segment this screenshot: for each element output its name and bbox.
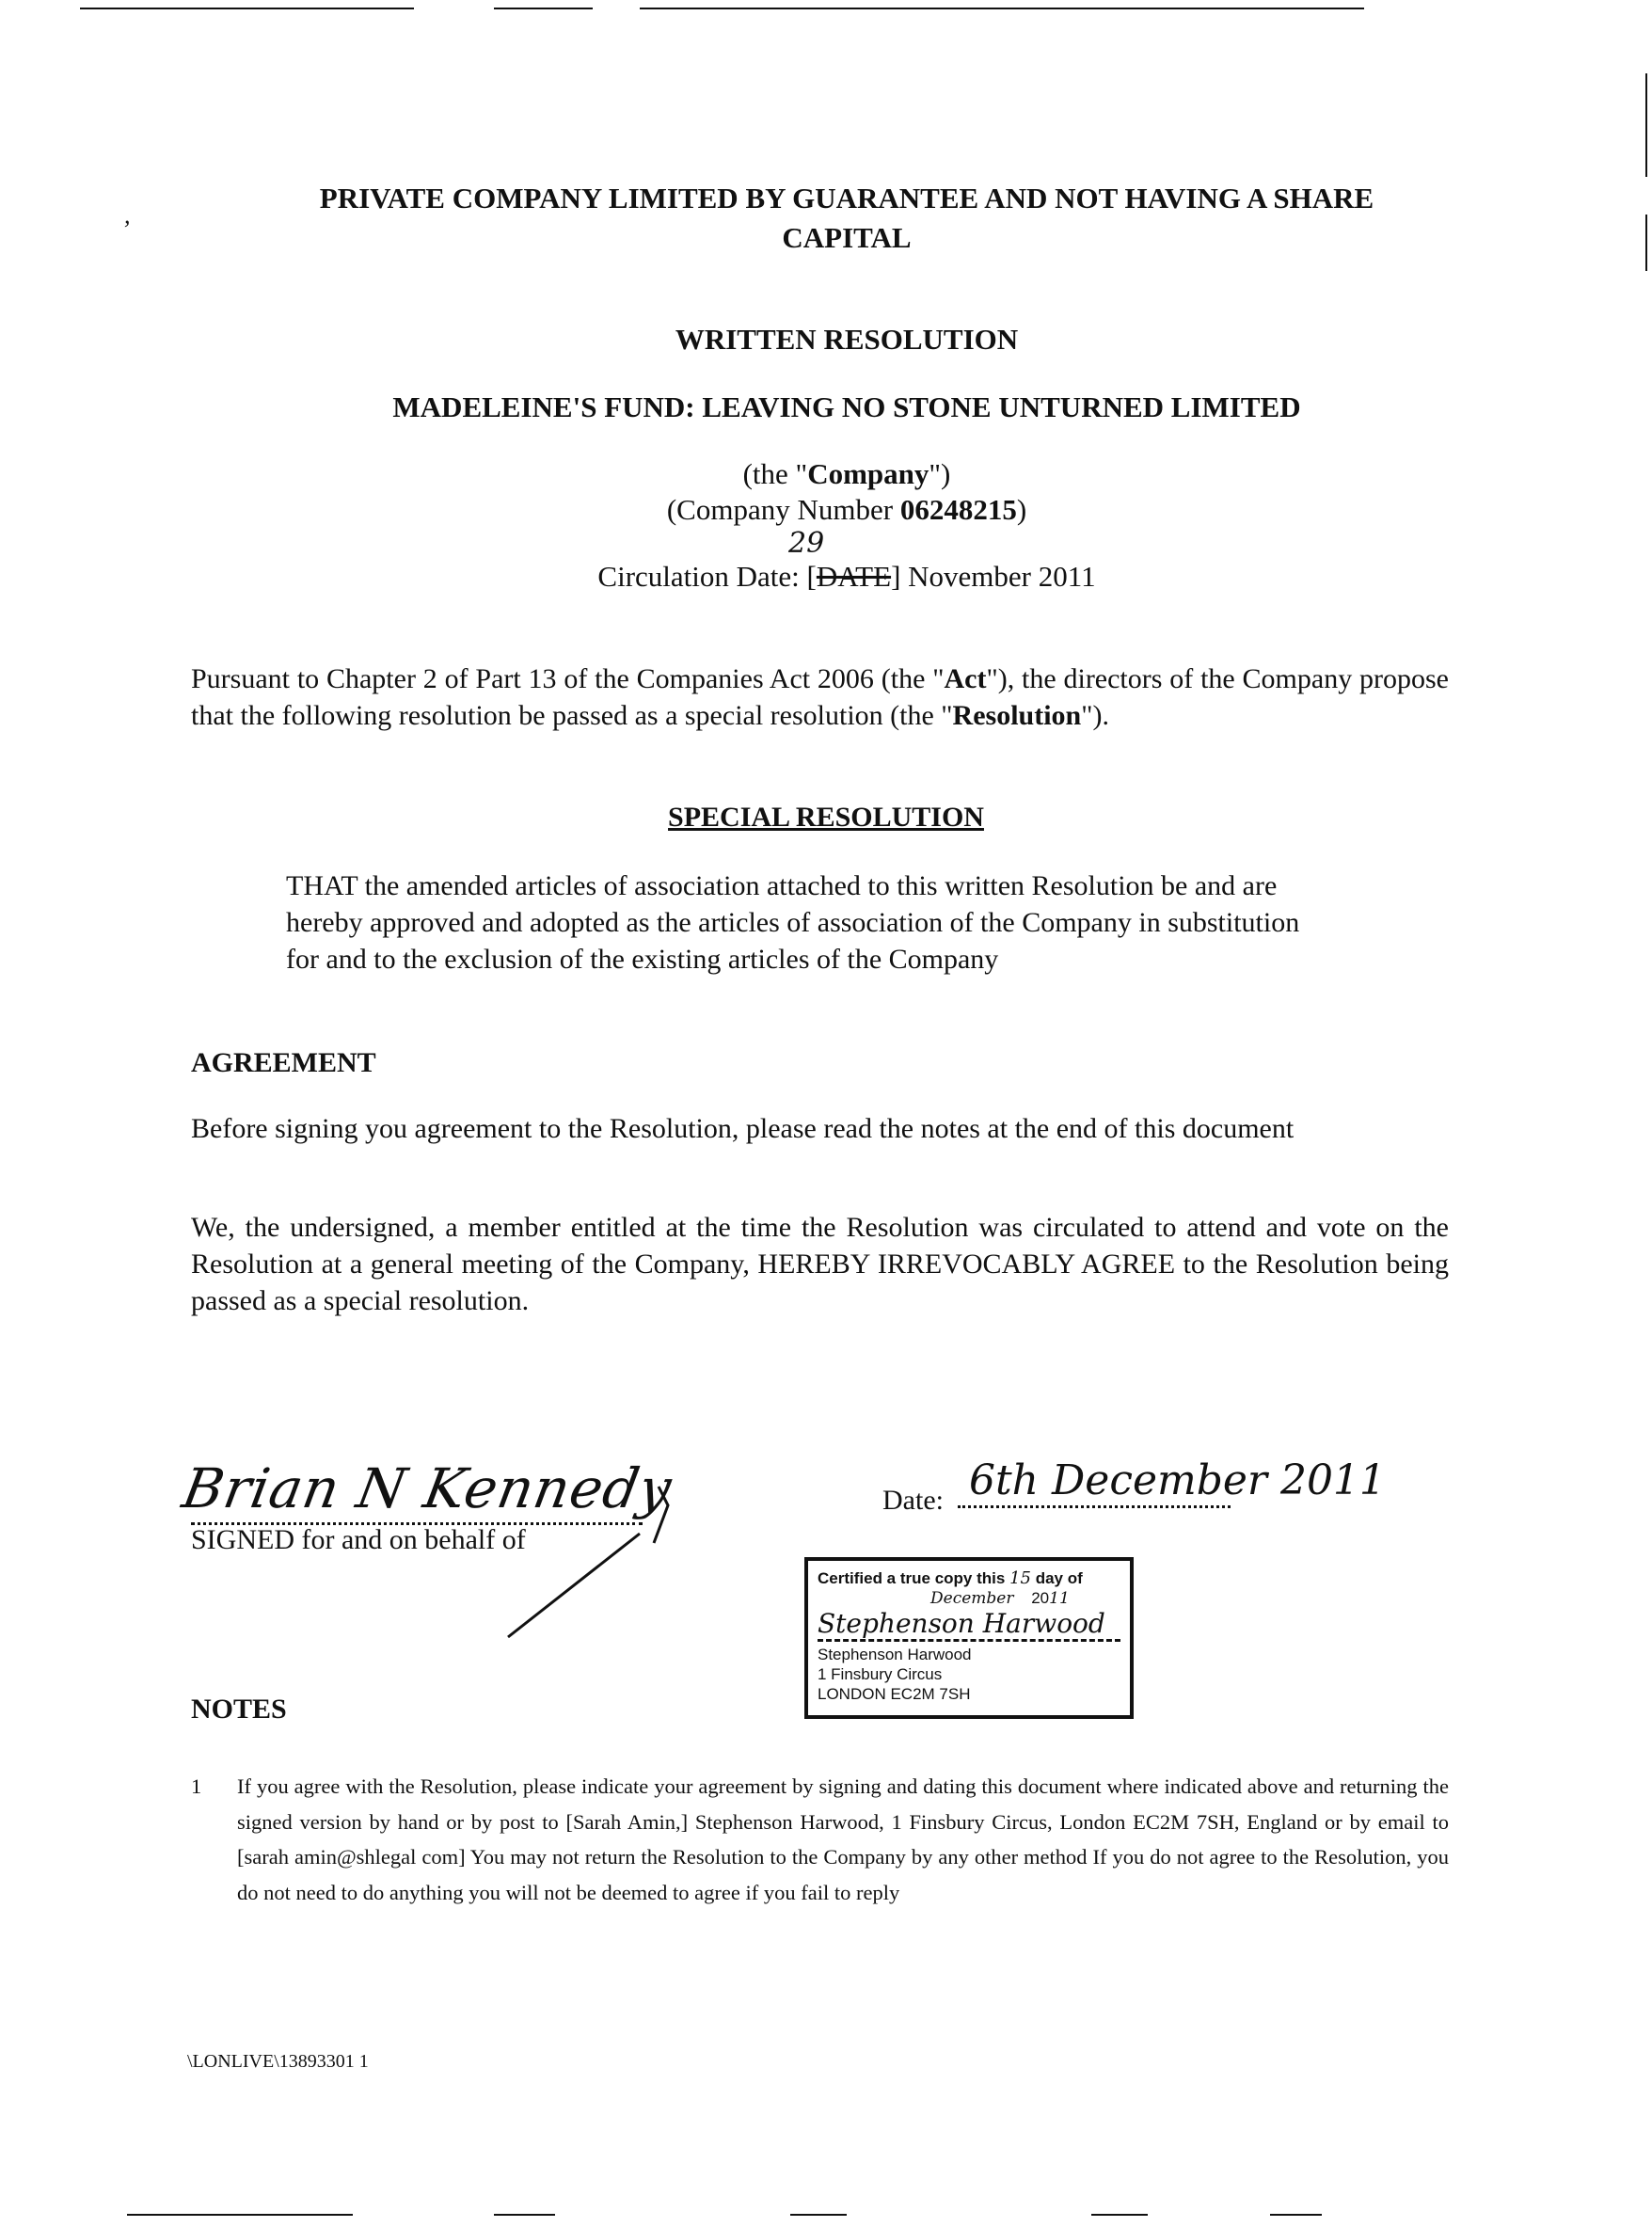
circulation-date-line	[282, 560, 1411, 594]
company-defined-bold: Company	[807, 457, 929, 490]
circulation-label: Circulation Date: [	[597, 560, 817, 593]
company-number-line	[282, 493, 1411, 527]
resolution-type-heading: WRITTEN RESOLUTION	[675, 323, 1019, 356]
company-number-suffix: )	[1016, 493, 1027, 526]
stamp-address-1: 1 Finsbury Circus	[818, 1665, 943, 1683]
signature-stroke	[489, 1468, 696, 1646]
agreement-text-1: Before signing you agreement to the Resolution, please read the notes at the end of this document	[191, 1113, 1295, 1144]
scan-rule-top-3	[640, 8, 1364, 9]
agreement-heading: AGREEMENT	[191, 1047, 376, 1078]
stamp-line1	[818, 1568, 1120, 1588]
date-label: Date:	[882, 1485, 944, 1516]
stamp-year-handwritten: 11	[1049, 1589, 1070, 1608]
intro-resolution-term: Resolution	[952, 700, 1082, 731]
agreement-text-2: We, the undersigned, a member entitled at the time the Resolution was circulated to attend and vote on the Resolution at a general meeting of the Company, HEREBY IRREVOCABLY AGREE to the Resolution being passed as a special resolution.	[191, 1212, 1449, 1316]
stamp-address-2: LONDON EC2M 7SH	[818, 1685, 971, 1703]
stamp-day-handwritten: 15	[1009, 1568, 1031, 1588]
company-number-label: (Company Number	[666, 493, 900, 526]
scan-rule-bottom-1	[127, 2214, 353, 2216]
certified-copy-stamp	[804, 1557, 1134, 1719]
scan-rule-bottom-3	[790, 2214, 847, 2216]
scan-rule-top-2	[494, 8, 593, 9]
intro-text-3: ").	[1081, 700, 1109, 731]
company-defined-term	[282, 457, 1411, 491]
stamp-certified-label: Certified a true copy this	[818, 1569, 1006, 1587]
note-text: If you agree with the Resolution, please indicate your agreement by signing and dating this document where indicated above and returning the signed version by hand or by post to [Sarah Amin,] Stephenson Harwood, 1 Finsbury Circus, London EC2M 7SH, England or by email to [sarah amin@shlegal com] You may not return the Resolution to the Company by any other method If you do not agree to the Resolution, you do not need to do anything you will not be deemed to agree if you fail to reply	[237, 1774, 1449, 1904]
special-resolution-heading: SPECIAL RESOLUTION	[668, 802, 984, 833]
circulation-month-year: ] November 2011	[891, 560, 1096, 593]
circulation-placeholder-struck: DATE	[816, 560, 892, 593]
scan-rule-bottom-4	[1091, 2214, 1148, 2216]
stamp-day-of: day of	[1035, 1569, 1083, 1587]
circulation-day-handwritten: 29	[788, 527, 825, 560]
scan-margin-bar-2	[1645, 215, 1647, 271]
signature-handwritten: Brian N Kennedy	[178, 1456, 677, 1520]
scan-rule-bottom-5	[1270, 2214, 1322, 2216]
scan-speck: ,	[124, 201, 131, 229]
intro-act-term: Act	[944, 663, 987, 694]
notes-heading: NOTES	[191, 1694, 287, 1725]
intro-text-1: Pursuant to Chapter 2 of Part 13 of the Companies Act 2006 (the "	[191, 663, 945, 694]
intro-text-2: "), the directors of the Company propose that the following resolution be passed as a special resolution (the "	[191, 663, 1450, 731]
document-title-line1: PRIVATE COMPANY LIMITED BY GUARANTEE AND NOT HAVING A SHARE	[319, 182, 1374, 215]
stamp-signature-handwritten: Stephenson Harwood	[818, 1609, 1120, 1642]
footer-reference: \LONLIVE\13893301 1	[187, 2051, 369, 2072]
date-handwritten: 6th December 2011	[969, 1456, 1386, 1504]
stamp-firm: Stephenson Harwood	[818, 1646, 972, 1663]
document-title-line2: CAPITAL	[782, 221, 912, 254]
scan-margin-bar-1	[1645, 73, 1647, 177]
special-resolution-text: THAT the amended articles of association attached to this written Resolution be and are hereby approved and adopted as the articles of association of the Company in substitution for and to the exclusion of the existing articles of the Company	[286, 870, 1300, 975]
stamp-month-handwritten: December	[930, 1589, 1014, 1608]
date-dotted-line	[958, 1505, 1231, 1508]
company-defined-prefix: (the "	[742, 457, 808, 490]
intro-paragraph	[191, 660, 1449, 734]
scan-rule-top-1	[80, 8, 414, 9]
company-defined-suffix: ")	[929, 457, 951, 490]
signature-caption: SIGNED for and on behalf of	[191, 1524, 526, 1555]
note-number: 1	[191, 1774, 202, 1798]
company-name-heading: MADELEINE'S FUND: LEAVING NO STONE UNTURNED LIMITED	[392, 390, 1301, 423]
company-number-value: 06248215	[899, 493, 1017, 526]
stamp-year-prefix: 20	[1031, 1589, 1050, 1607]
scan-rule-bottom-2	[494, 2214, 555, 2216]
stamp-line2	[818, 1588, 1120, 1609]
